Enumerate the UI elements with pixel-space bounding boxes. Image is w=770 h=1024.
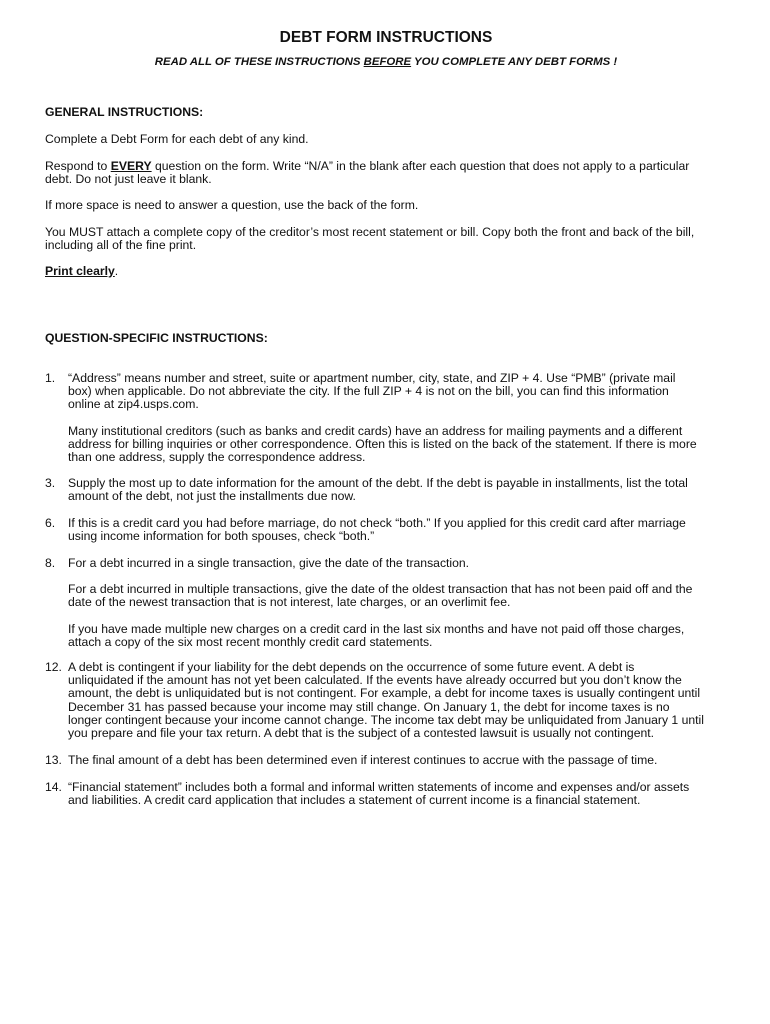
every-emphasis: EVERY bbox=[110, 159, 152, 173]
general-instructions-heading: GENERAL INSTRUCTIONS: bbox=[45, 105, 204, 119]
document-subtitle: READ ALL OF THESE INSTRUCTIONS BEFORE YOU COMPLETE ANY DEBT FORMS ! bbox=[154, 56, 618, 68]
item-text: The final amount of a debt has been determined even if interest continues to accrue with the passage of time. bbox=[68, 753, 658, 767]
subtitle-emphasis: BEFORE bbox=[363, 56, 412, 68]
general-paragraph: You MUST attach a complete copy of the creditor’s most recent statement or bill. Copy both the front and back of the bill, including all of the fine print. bbox=[45, 225, 695, 253]
general-paragraph: Respond to EVERY question on the form. Write “N/A” in the blank after each question that does not apply to a particular debt. Do not just leave it blank. bbox=[45, 159, 690, 187]
item-number: 3. bbox=[45, 476, 56, 490]
item-number: 13. bbox=[45, 753, 62, 767]
document-title: DEBT FORM INSTRUCTIONS bbox=[279, 29, 493, 46]
print-clearly-emphasis: Print clearly bbox=[45, 264, 115, 278]
item-text: “Address” means number and street, suite or apartment number, city, state, and ZIP + 4. Use “PMB” (private mail box) when applicable. Do not abbreviate the city. If the full ZIP + 4 is not on the bill, you can find this information online at zip4.usps.com. bbox=[68, 371, 676, 412]
item-subparagraph: Many institutional creditors (such as banks and credit cards) have an address for mailing payments and a different address for billing inquiries or other correspondence. Often this is listed on the back of the statement. If there is more than one address, supply the correspondence address. bbox=[68, 424, 697, 465]
item-text: “Financial statement” includes both a formal and informal written statements of income and expenses and/or assets and liabilities. A credit card application that includes a statement of current income is a financial statement. bbox=[68, 780, 690, 808]
item-number: 14. bbox=[45, 780, 62, 794]
item-number: 6. bbox=[45, 516, 56, 530]
item-number: 8. bbox=[45, 556, 56, 570]
item-text: For a debt incurred in a single transaction, give the date of the transaction. bbox=[68, 556, 470, 570]
item-text: If this is a credit card you had before marriage, do not check “both.” If you applied for this credit card after marriage using income information for both spouses, check “both.” bbox=[68, 516, 686, 544]
item-text: Supply the most up to date information for the amount of the debt. If the debt is payable in installments, list the total amount of the debt, not just the installments due now. bbox=[68, 476, 688, 504]
general-paragraph: Complete a Debt Form for each debt of any kind. bbox=[45, 132, 309, 146]
item-text: A debt is contingent if your liability for the debt depends on the occurrence of some future event. A debt is unliquidated if the amount has not yet been calculated. If the events have already occurred but you don’t know the amount, the debt is unliquidated but is not contingent. For example, a debt for income taxes is usually contingent until December 31 has passed because your income may still change. On January 1, the debt for income taxes is no longer contingent because your income cannot change. The income tax debt may be unliquidated from January 1 until you prepare and file your tax return. A debt that is the subject of a contested lawsuit is usually not contingent. bbox=[68, 660, 704, 741]
item-subparagraph: For a debt incurred in multiple transactions, give the date of the oldest transaction that has not been paid off and the date of the newest transaction that is not interest, late charges, or an overlimit fee. bbox=[68, 582, 693, 610]
item-subparagraph: If you have made multiple new charges on a credit card in the last six months and have not paid off those charges, attach a copy of the six most recent monthly credit card statements. bbox=[68, 622, 685, 650]
question-specific-heading: QUESTION-SPECIFIC INSTRUCTIONS: bbox=[45, 331, 268, 345]
print-clearly-note: Print clearly. bbox=[45, 264, 119, 278]
general-paragraph: If more space is need to answer a question, use the back of the form. bbox=[45, 198, 419, 212]
item-number: 12. bbox=[45, 660, 62, 674]
item-number: 1. bbox=[45, 371, 56, 385]
